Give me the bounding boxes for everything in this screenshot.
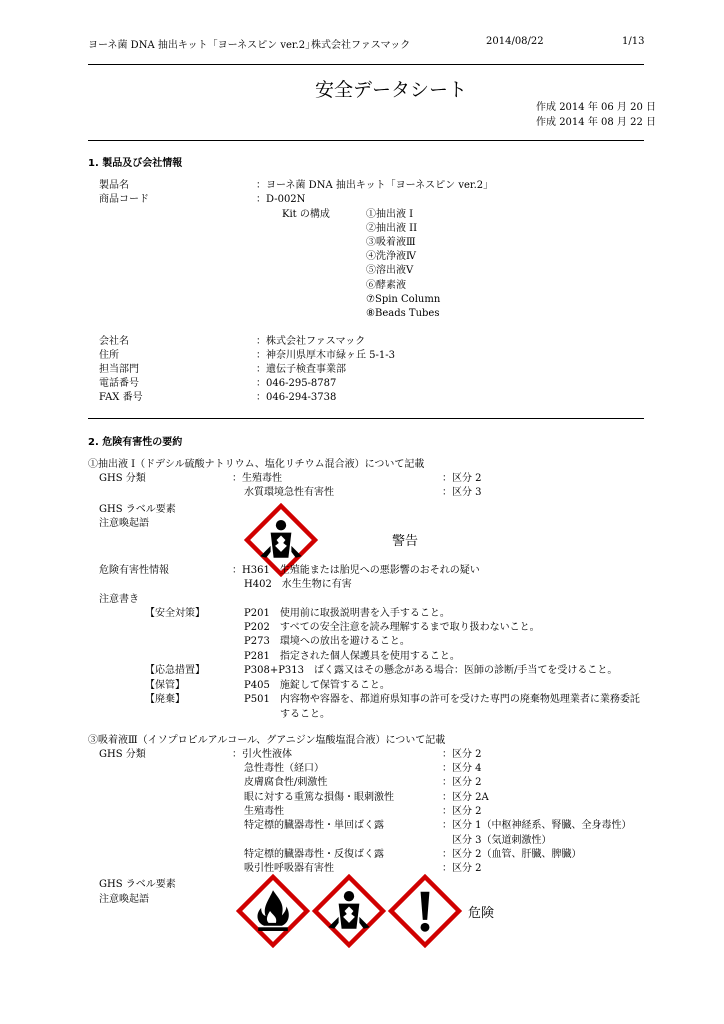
product-name-label: 製品名: [99, 180, 129, 191]
precaution-label: 注意書き: [99, 594, 139, 605]
product-code-label: 商品コード: [99, 194, 149, 205]
block3-class-name: 急性毒性（経口）: [244, 763, 324, 774]
department-value: ：遺伝子検査事業部: [256, 364, 346, 375]
block1-signal-word: 警告: [392, 534, 419, 549]
created-date: 作成 2014 年 06 月 20 日: [536, 102, 656, 113]
block1-title: ①抽出液 I（ドデシル硫酸ナトリウム、塩化リチウム混合液）について記載: [88, 459, 425, 470]
hazard-statement: H402 水生生物に有害: [244, 579, 352, 590]
kit-item: ⑥酵素液: [366, 280, 406, 291]
kit-item: ⑦Spin Column: [366, 294, 441, 305]
company-label: 会社名: [99, 336, 129, 347]
disposal-statement: すること。: [280, 709, 330, 720]
emergency-statement: P308+P313 ばく露又はその懸念がある場合：医師の診断/手当てを受けること。: [244, 665, 618, 676]
storage-label: 【保管】: [145, 680, 185, 691]
block3-class-cat: ：区分 2: [442, 806, 482, 817]
safety-label: 【安全対策】: [145, 608, 205, 619]
block3-class-cat: ：区分 4: [442, 763, 482, 774]
header-company: 株式会社ファスマック: [311, 40, 411, 51]
product-name-value: ：ヨーネ菌 DNA 抽出キット「ヨーネスピン ver.2」: [256, 180, 494, 191]
revised-date: 作成 2014 年 08 月 22 日: [536, 117, 656, 128]
block3-class-name: 吸引性呼吸器有害性: [244, 863, 334, 874]
storage-statement: P405 施錠して保管すること。: [244, 680, 390, 691]
exclamation-mark-pictogram: [388, 874, 462, 948]
block3-class-cat: 区分 3（気道刺激性）: [452, 835, 552, 846]
section2-heading: 2. 危険有害性の要約: [88, 437, 183, 448]
block3-title: ③吸着液Ⅲ（イソプロピルアルコール、グアニジン塩酸塩混合液）について記載: [88, 735, 446, 746]
product-code-value: ：D-002N: [256, 194, 306, 205]
block3-class-cat: ：区分 2A: [442, 792, 489, 803]
block3-signal-word: 危険: [468, 906, 495, 921]
block3-class-name: 生殖毒性: [244, 806, 284, 817]
header-divider: [88, 64, 644, 65]
block3-ghs-label-elements: GHS ラベル要素: [99, 879, 176, 890]
kit-item: ①抽出液 I: [366, 209, 414, 220]
hazard-info-label: 危険有害性情報: [99, 565, 169, 576]
section1-divider: [88, 418, 644, 419]
kit-item: ⑤溶出液Ⅴ: [366, 265, 414, 276]
block3-class-name: ：引火性液体: [232, 749, 292, 760]
section1-heading: 1. 製品及び会社情報: [88, 158, 183, 169]
block1-class-cat: ：区分 3: [442, 487, 482, 498]
block1-ghs-label: GHS 分類: [99, 473, 146, 484]
block3-class-name: 特定標的臓器毒性・反復ばく露: [244, 849, 384, 860]
safety-statement: P281 指定された個人保護具を使用すること。: [244, 651, 460, 662]
block3-class-cat: ：区分 2: [442, 863, 482, 874]
kit-item: ⑧Beads Tubes: [366, 308, 440, 319]
block1-class-cat: ：区分 2: [442, 473, 482, 484]
block3-class-cat: ：区分 2（血管、肝臓、脾臓）: [442, 849, 582, 860]
title-divider: [88, 140, 644, 141]
block3-class-name: 眼に対する重篤な損傷・眼刺激性: [244, 792, 394, 803]
block3-class-name: 特定標的臓器毒性・単回ばく露: [244, 820, 384, 831]
safety-statement: P201 使用前に取扱説明書を入手すること。: [244, 608, 450, 619]
phone-value: ：046-295-8787: [256, 378, 337, 389]
company-value: ：株式会社ファスマック: [256, 336, 366, 347]
address-label: 住所: [99, 350, 119, 361]
block3-class-name: 皮膚腐食性/刺激性: [244, 777, 328, 788]
emergency-label: 【応急措置】: [145, 665, 205, 676]
safety-statement: P273 環境への放出を避けること。: [244, 636, 410, 647]
page-title: 安全データシート: [315, 79, 468, 101]
phone-label: 電話番号: [99, 378, 139, 389]
header-product: ヨーネ菌 DNA 抽出キット「ヨーネスピン ver.2」: [88, 40, 316, 51]
hazard-statement: ：H361 生殖能または胎児への悪影響のおそれの疑い: [232, 565, 480, 576]
header-date: 2014/08/22: [486, 36, 544, 47]
block3-class-cat: ：区分 1（中枢神経系、腎臓、全身毒性）: [442, 820, 632, 831]
block3-ghs-label: GHS 分類: [99, 749, 146, 760]
kit-item: ④洗浄液Ⅳ: [366, 251, 416, 262]
block1-class-name: 水質環境急性有害性: [244, 487, 334, 498]
kit-label: Kit の構成: [282, 209, 330, 220]
fax-label: FAX 番号: [99, 392, 143, 403]
disposal-statement: P501 内容物や容器を、都道府県知事の許可を受けた専門の廃棄物処理業者に業務委託: [244, 694, 640, 705]
block1-class-name: ：生殖毒性: [232, 473, 282, 484]
block3-class-cat: ：区分 2: [442, 749, 482, 760]
kit-item: ②抽出液 II: [366, 223, 418, 234]
fax-value: ：046-294-3738: [256, 392, 337, 403]
kit-item: ③吸着液Ⅲ: [366, 237, 416, 248]
address-value: ：神奈川県厚木市緑ヶ丘 5-1-3: [256, 350, 396, 361]
block1-signal-word-label: 注意喚起語: [99, 518, 149, 529]
flame-pictogram: [236, 874, 310, 948]
safety-statement: P202 すべての安全注意を読み理解するまで取り扱わないこと。: [244, 622, 540, 633]
health-hazard-pictogram: [312, 874, 386, 948]
block3-signal-word-label: 注意喚起語: [99, 894, 149, 905]
department-label: 担当部門: [99, 364, 139, 375]
disposal-label: 【廃棄】: [145, 694, 185, 705]
block1-ghs-label-elements: GHS ラベル要素: [99, 504, 176, 515]
block3-class-cat: ：区分 2: [442, 777, 482, 788]
header-page: 1/13: [622, 36, 645, 47]
